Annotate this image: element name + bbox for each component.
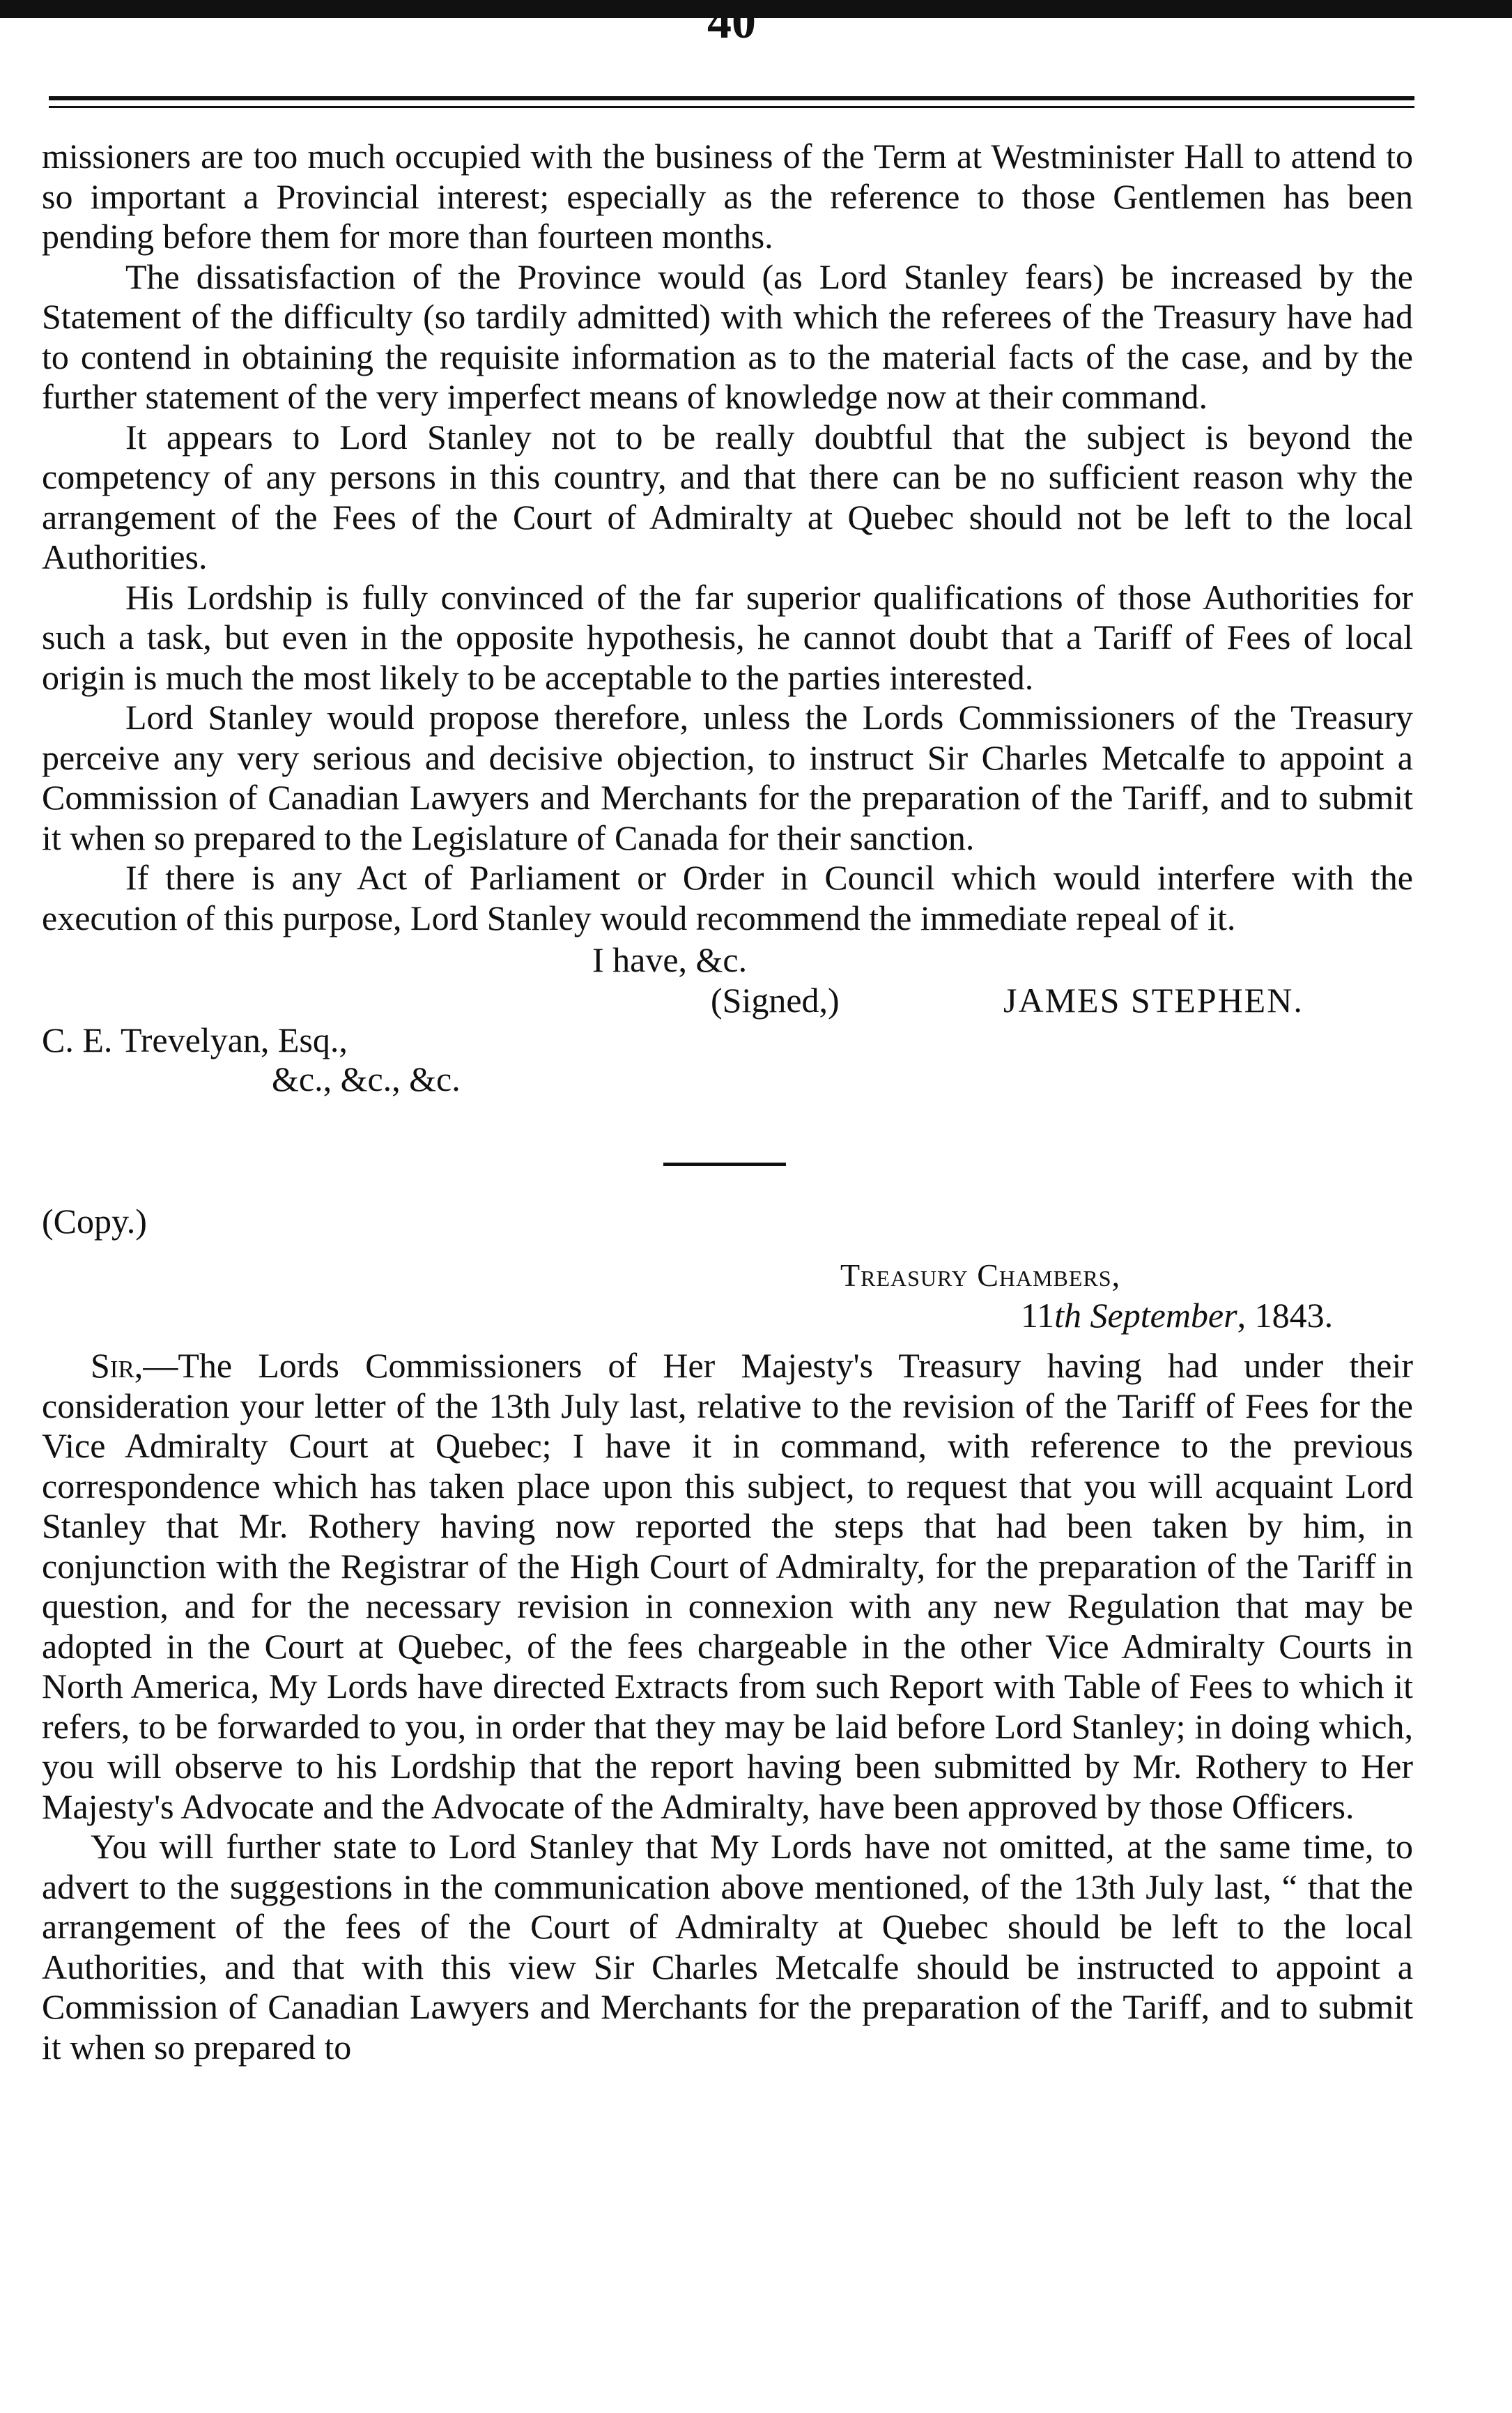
paragraph: missioners are too much occupied with the business of the Term at Westminister Hall to attend to so important a Provincial interest; especially as the reference to those Gentlemen has been pending before them for more than fourteen months. [42, 137, 1413, 256]
copy-label: (Copy.) [42, 1202, 147, 1241]
paragraph: His Lordship is fully convinced of the far superior qualifications of those Authorities for such a task, but even in the opposite hypothesis, he cannot doubt that a Tariff of Fees of local origin is much the most likely to be acceptable to the parties interested. [42, 577, 1413, 697]
paragraph: The dissatisfaction of the Province would (as Lord Stanley fears) be increased by the Statement of the difficulty (so tardily admitted) with which the referees of the Treasury have had to contend in obtaining the requisite information as to the material facts of the case, and by the further statement of the very imperfect means of knowledge now at their command. [42, 256, 1413, 416]
date-month: th September [1054, 1296, 1237, 1335]
header-rule-thin [49, 106, 1414, 108]
paragraph [42, 1346, 1413, 1827]
salutation: Sir, [91, 1346, 144, 1385]
header-rule-thick [49, 96, 1414, 100]
paragraph: It appears to Lord Stanley not to be really doubtful that the subject is beyond the competency of any persons in this country, and that there can be no sufficient reason why the arrangement of the Fees of the Court of Admiralty at Quebec should not be left to the local Authorities. [42, 417, 1413, 576]
letter-stephen [42, 137, 1413, 938]
paragraph: If there is any Act of Parliament or Order in Council which would interfere with the execution of this purpose, Lord Stanley would recommend the immediate repeal of it. [42, 858, 1413, 937]
date-day: 11 [1021, 1296, 1055, 1335]
paragraph-text: —The Lords Commissioners of Her Majesty's Treasury having had under their consideration your letter of the 13th July last, relative to the revision of the Tariff of Fees for the Vice Admiralty Court at Quebec; I have it in command, with reference to the previous correspondence which has taken place upon this subject, to request that you will acquaint Lord Stanley that Mr. Rothery having now reported the steps that had been taken by him, in conjunction with the Registrar of the High Court of Admiralty, for the preparation of the Tariff in question, and for the necessary revision in connexion with any new Regulation that may be adopted in the Court at Quebec, of the fees chargeable in the other Vice Admiralty Courts in North America, My Lords have directed Extracts from such Report with Table of Fees to which it refers, to be forwarded to you, in order that they may be laid before Lord Stanley; in doing which, you will observe to his Lordship that the report having been submitted by Mr. Rothery to Her Majesty's Advocate and the Advocate of the Admiralty, have been approved by those Officers. [42, 1346, 1413, 1826]
signed-label: (Signed,) [711, 981, 840, 1020]
section-separator [663, 1163, 786, 1166]
closing-i-have: I have, &c. [592, 940, 748, 979]
addressee [42, 1020, 1413, 1098]
paragraph: You will further state to Lord Stanley that My Lords have not omitted, at the same time, to advert to the suggestions in the communication above mentioned, of the 13th July last, “ that the arrangement of the fees of the Court of Admiralty at Quebec should be left to the local Authorities, and that with this view Sir Charles Metcalfe should be instructed to appoint a Commission of Canadian Lawyers and Merchants for the preparation of the Tariff, and to submit it when so prepared to [42, 1827, 1413, 2067]
date-year: , 1843. [1237, 1296, 1334, 1335]
signatory-name: JAMES STEPHEN. [1003, 981, 1304, 1020]
page-number: 40 [707, 0, 756, 49]
letter-place: Treasury Chambers, [840, 1257, 1121, 1293]
document-body [42, 137, 1413, 2067]
letter-date [42, 1296, 1413, 1335]
letter-treasury [42, 1346, 1413, 2067]
addressee-name: C. E. Trevelyan, Esq., [42, 1020, 348, 1059]
paragraph: Lord Stanley would propose therefore, unless the Lords Commissioners of the Treasury perceive any very serious and decisive objection, to instruct Sir Charles Metcalfe to appoint a Commission of Canadian Lawyers and Merchants for the preparation of the Tariff, and to submit it when so prepared to the Legislature of Canada for their sanction. [42, 698, 1413, 857]
signature-line [42, 980, 1413, 1020]
addressee-etc: &c., &c., &c. [272, 1059, 461, 1098]
